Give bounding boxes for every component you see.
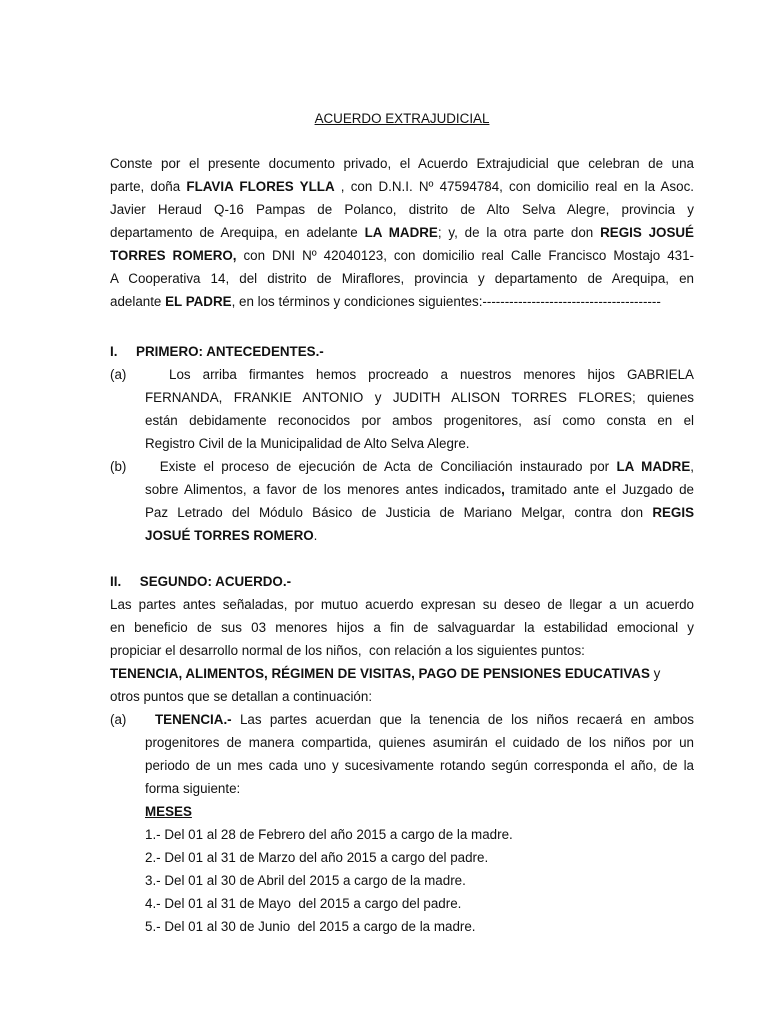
s1-b-line-1: Existe el proceso de ejecución de Acta de Conciliación instaurado por LA MADRE, [145,459,695,474]
party-father-name-part2: TORRES ROMERO, [110,248,237,263]
term-la-madre-2: LA MADRE [616,459,691,474]
s1-a-line-3: están debidamente reconocidos por ambos progenitores, así como consta en el [145,413,694,428]
item-a-label: (a) [110,367,127,382]
s2-a-line-4: forma siguiente: [145,781,241,796]
month-item: 5.- Del 01 al 30 de Junio del 2015 a cargo de la madre. [145,919,476,934]
section-1-heading: I. PRIMERO: ANTECEDENTES.- [110,344,324,359]
intro-line-1: Conste por el presente documento privado, el Acuerdo Extrajudicial que celebran de una [110,156,694,171]
intro-line-6: A Cooperativa 14, del distrito de Miraflores, provincia y departamento de Arequipa, en [110,271,694,286]
intro-line-7: adelante EL PADRE, en los términos y condiciones siguientes:---------------------------------------- [110,294,661,309]
s2-line-1: Las partes antes señaladas, por mutuo acuerdo expresan su deseo de llegar a un acuerdo [110,597,694,612]
topics-list: TENENCIA, ALIMENTOS, RÉGIMEN DE VISITAS, PAGO DE PENSIONES EDUCATIVAS [110,666,650,681]
s1-a-line-1: Los arriba firmantes hemos procreado a nuestros menores hijos GABRIELA [145,367,694,382]
s1-b-line-4: JOSUÉ TORRES ROMERO. [145,528,318,543]
term-el-padre: EL PADRE [165,294,232,309]
month-item: 3.- Del 01 al 30 de Abril del 2015 a cargo de la madre. [145,873,466,888]
party-mother-name: FLAVIA FLORES YLLA [186,179,335,194]
intro-line-2: parte, doña FLAVIA FLORES YLLA , con D.N.I. Nº 47594784, con domicilio real en la Asoc. [110,179,694,194]
tenencia-heading: TENENCIA.- [155,712,232,727]
document-title: ACUERDO EXTRAJUDICIAL [314,111,490,126]
month-item: 1.- Del 01 al 28 de Febrero del año 2015 a cargo de la madre. [145,827,513,842]
intro-line-4: departamento de Arequipa, en adelante LA MADRE; y, de la otra parte don REGIS JOSUÉ [110,225,694,240]
s1-a-line-4: Registro Civil de la Municipalidad de Alto Selva Alegre. [145,436,470,451]
item-b-label: (b) [110,459,127,474]
months-heading: MESES [145,804,192,819]
s2-a-line-3: periodo de un mes cada uno y sucesivamente rotando según corresponda el año, de la [145,758,694,773]
section-2-heading: II. SEGUNDO: ACUERDO.- [110,574,292,589]
s1-b-line-2: sobre Alimentos, a favor de los menores antes indicados, tramitado ante el Juzgado de [145,482,694,497]
s1-a-line-2: FERNANDA, FRANKIE ANTONIO y JUDITH ALISON TORRES FLORES; quienes [145,390,694,405]
father-name-ref-1: REGIS [652,505,694,520]
party-father-name-part1: REGIS JOSUÉ [600,225,694,240]
s2-topics-line: TENENCIA, ALIMENTOS, RÉGIMEN DE VISITAS, PAGO DE PENSIONES EDUCATIVAS y [110,666,661,681]
intro-line-3: Javier Heraud Q-16 Pampas de Polanco, distrito de Alto Selva Alegre, provincia y [110,202,694,217]
s2-item-a-label: (a) [110,712,127,727]
s2-topics-line-2: otros puntos que se detallan a continuación: [110,689,373,704]
intro-line-5: TORRES ROMERO, con DNI Nº 42040123, con domicilio real Calle Francisco Mostajo 431- [110,248,694,263]
month-item: 2.- Del 01 al 31 de Marzo del año 2015 a cargo del padre. [145,850,489,865]
s2-line-2: en beneficio de sus 03 menores hijos a fin de salvaguardar la estabilidad emocional y [110,620,694,635]
term-la-madre: LA MADRE [364,225,438,240]
s2-a-line-1: TENENCIA.- Las partes acuerdan que la tenencia de los niños recaerá en ambos [155,712,694,727]
s2-line-3: propiciar el desarrollo normal de los niños, con relación a los siguientes puntos: [110,643,585,658]
month-item: 4.- Del 01 al 31 de Mayo del 2015 a cargo del padre. [145,896,462,911]
father-name-ref-2: JOSUÉ TORRES ROMERO [145,528,314,543]
s2-a-line-2: progenitores de manera compartida, quienes asumirán el cuidado de los niños por un [145,735,694,750]
s1-b-line-3: Paz Letrado del Módulo Básico de Justicia de Mariano Melgar, contra don REGIS [145,505,694,520]
